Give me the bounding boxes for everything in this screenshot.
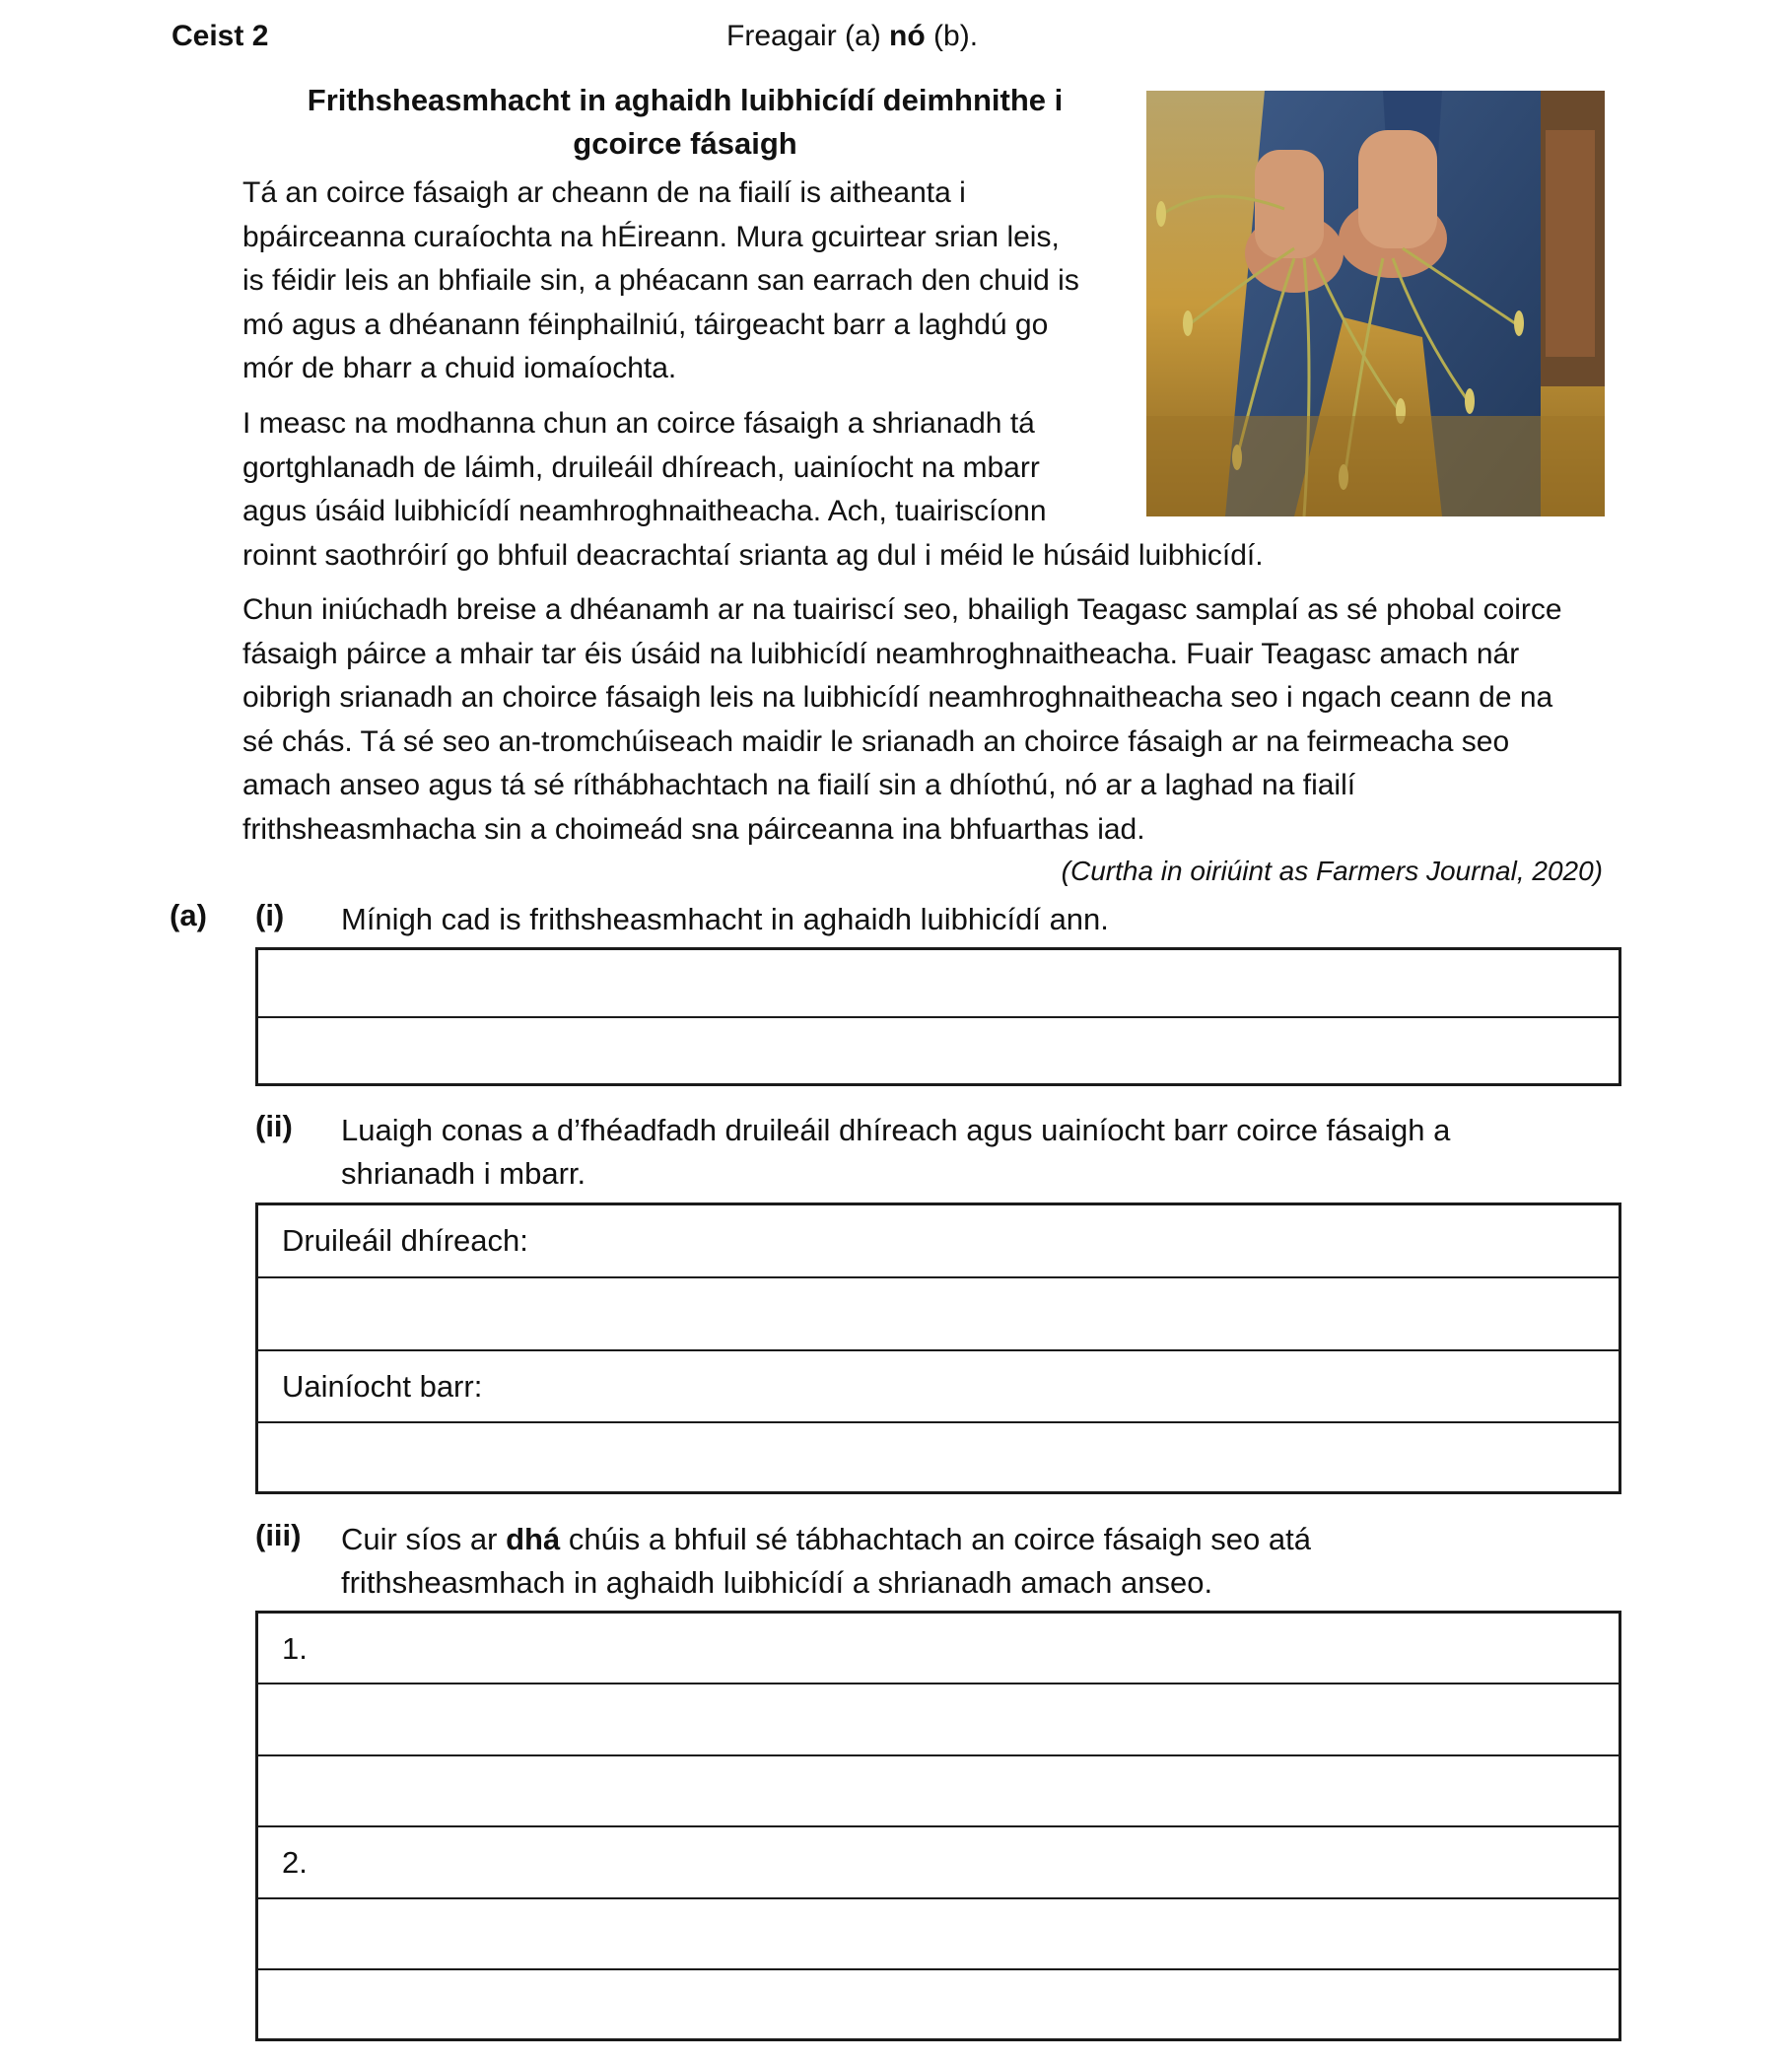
q3-text-line [341,1518,1311,1561]
q2-text [341,1109,1450,1196]
answer-line[interactable] [258,1899,1619,1970]
q3-text-bold: dhá [506,1522,561,1556]
answer-line[interactable] [258,1684,1619,1756]
row-label: 2. [282,1845,308,1880]
q3-text-line: frithsheasmhach in aghaidh luibhicídí a shrianadh amach anseo. [341,1565,1213,1600]
q3-answer-box[interactable] [255,1611,1621,2041]
paragraph-line: Chun iniúchadh breise a dhéanamh ar na tuairiscí seo, bhailigh Teagasc samplaí as sé phobal coirce [242,593,1562,626]
q2-text-line: Luaigh conas a d’fhéadfadh druileáil dhíreach agus uainíocht barr coirce fásaigh a [341,1113,1451,1147]
instruction-post: (b). [925,20,979,52]
answer-line[interactable] [258,1018,1619,1083]
row-label: Uainíocht barr: [282,1369,483,1404]
paragraph-line: frithsheasmhacha sin a choimeád sna páirceanna ina bhfuarthas iad. [242,812,1145,846]
q2-answer-box[interactable] [255,1203,1621,1494]
instruction-bold: nó [889,20,926,52]
paragraph-line: is féidir leis an bhfiaile sin, a phéacann san earrach den chuid is [242,264,1079,297]
instruction-pre: Freagair (a) [726,20,890,52]
paragraph-line: Tá an coirce fásaigh ar cheann de na fiailí is aitheanta i [242,176,966,209]
paragraph-line: agus úsáid luibhicídí neamhroghnaitheacha. Ach, tuairiscíonn [242,495,1047,527]
paragraph-line: roinnt saothróirí go bhfuil deacrachtaí srianta ag dul i méid le húsáid luibhicídí. [242,538,1264,572]
source-citation: (Curtha in oiriúint as Farmers Journal, 2020) [1061,856,1603,886]
answer-line[interactable] [258,1423,1619,1491]
answer-row-reason-2[interactable] [258,1827,1619,1899]
answer-row-crop-rotation[interactable] [258,1351,1619,1423]
article-title: Frithsheasmhacht in aghaidh luibhicídí deimhnithe i gcoirce fásaigh [307,83,1064,161]
paragraph-line: gortghlanadh de láimh, druileáil dhíreach, uainíocht na mbarr [242,450,1040,484]
q3-text [341,1518,1311,1605]
paragraph-line: I measc na modhanna chun an coirce fásaigh a shrianadh tá [242,407,1035,440]
q2-label: (ii) [255,1109,293,1143]
q2-text-line: shrianadh i mbarr. [341,1156,586,1191]
paragraph-line: sé chás. Tá sé seo an-tromchúiseach maidir le srianadh an choirce fásaigh ar na feirmeacha seo [242,724,1510,758]
row-label: 1. [282,1631,308,1666]
paragraph-line: fásaigh páirce a mhair tar éis úsáid na luibhicídí neamhroghnaitheacha. Fuair Teagasc amach nár [242,637,1520,670]
paragraph-line: amach anseo agus tá sé ríthábhachtach na fiailí sin a dhíothú, nó ar a laghad na fiailí [242,769,1356,801]
answer-row-reason-1[interactable] [258,1614,1619,1684]
part-label: (a) [170,898,207,932]
q3-label: (iii) [255,1518,302,1552]
paragraph-line: bpáirceanna curaíochta na hÉireann. Mura gcuirtear srian leis, [242,220,1060,253]
answer-line[interactable] [258,1278,1619,1351]
q1-label: (i) [255,898,285,932]
q1-answer-box[interactable] [255,947,1621,1086]
paragraph-line: mór de bharr a chuid iomaíochta. [242,352,677,384]
q3-text-post: chúis a bhfuil sé tábhachtach an coirce fásaigh seo atá [560,1522,1311,1556]
article-paragraph-2 [242,402,1264,578]
paragraph-line: oibrigh srianadh an choirce fásaigh leis na luibhicídí neamhroghnaitheacha seo i ngach ceann de na [242,681,1553,714]
article-paragraph-3 [242,588,1562,852]
q1-text: Mínigh cad is frithsheasmhacht in aghaidh luibhicídí ann. [341,902,1109,936]
article-paragraph-1 [242,172,1079,391]
paragraph-line: mó agus a dhéanann féinphailniú, táirgeacht barr a laghdú go [242,308,1049,341]
row-label: Druileáil dhíreach: [282,1223,528,1258]
answer-line[interactable] [258,1970,1619,2038]
question-number: Ceist 2 [172,20,269,52]
q3-text-pre: Cuir síos ar [341,1522,507,1556]
answer-line[interactable] [258,1756,1619,1827]
answer-row-direct-drilling[interactable] [258,1205,1619,1278]
answer-line[interactable] [258,950,1619,1018]
instruction [726,20,978,53]
